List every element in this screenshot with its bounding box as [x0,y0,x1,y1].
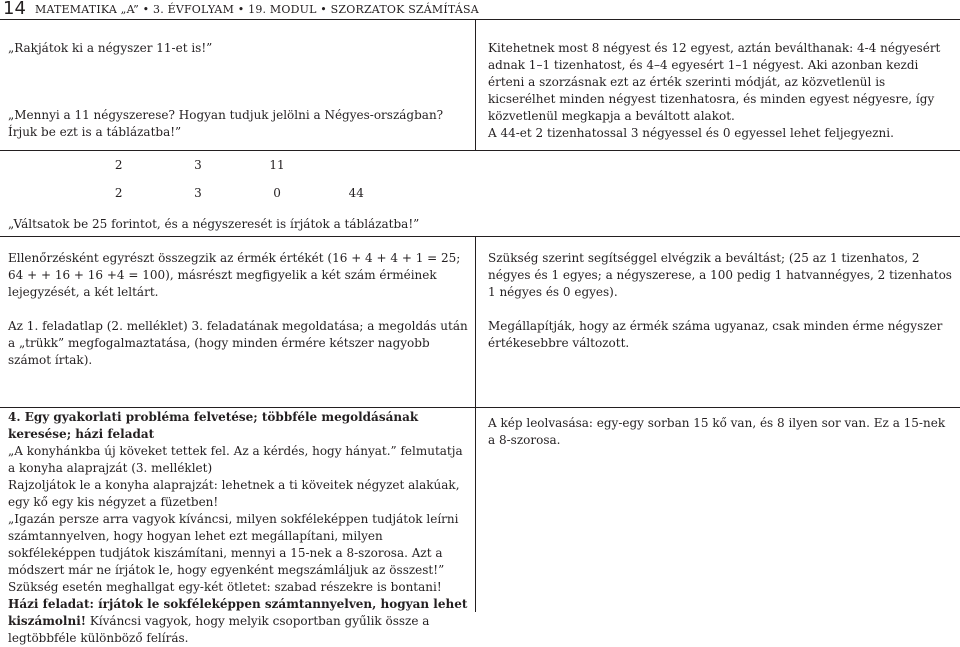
table-row [0,151,475,179]
column-divider [475,236,476,612]
section-rule [0,236,960,237]
column-divider [475,19,476,150]
table-cell [396,179,475,207]
table-cell: 2 [114,158,123,172]
instruction-text: Az 1. feladatlap (2. melléklet) 3. feladatának megoldatása; a megoldás után a „trükk” megfogalmaztatása, (hogy minden érmére kétszer nagyobb számot írtak). [8,319,468,367]
page-header [0,0,960,20]
instruction-text: Rajzoljátok le a konyha alaprajzát: lehetnek a ti köveitek négyzet alakúak, egy kő egy kis négyzet a füzetben! [8,478,460,509]
table-cell [317,151,396,179]
table-cell: 3 [194,158,202,172]
section-heading: 4. Egy gyakorlati probléma felvetése; többféle megoldásának keresése; házi feladat [8,410,419,441]
header-rule [0,19,960,20]
instruction-text: Ellenőrzésként egyrészt összegzik az érmék értékét (16 + 4 + 4 + 1 = 25; 64 + + 16 + 16 +4 = 100), másrészt megfigyelik a két szám érméinek lejegyzését, a két leltárt. [8,251,461,299]
instruction-block [8,250,470,369]
task-block [8,409,470,647]
commentary-text: Kitehetnek most 8 négyest és 12 egyest, aztán beválthanak: 4-4 négyesért adnak 1–1 tizenhatost, és 4–4 egyesért 1–1 négyest. Aki azonban kezdi érteni a szorzásnak ezt az érték szerinti módját, az közvetlenül is kicserélhet minden négyest tizenhatosra, és minden egyest négyesre, így közvetlenül megkapja a beváltott alakot. [488,41,941,123]
commentary-text: Szükség szerint segítséggel elvégzik a beváltást; (25 az 1 tizenhatos, 2 négyes és 1 egyes; a négyszerese, a 100 pedig 1 hatvannégyes, 2 tizenhatos 1 négyes és 0 egyes). [488,251,952,299]
commentary-text: A kép leolvasása: egy-egy sorban 15 kő van, és 8 ilyen sor van. Ez a 15-nek a 8-szorosa. [488,416,946,447]
homework-text [8,596,470,647]
commentary-block [488,250,952,352]
table-cell: 3 [194,186,202,200]
instruction-text: Szükség esetén meghallgat egy-két ötletet: szabad részekre is bontani! [8,580,442,594]
instruction-text: „Rakjátok ki a négyszer 11-et is!” [8,41,213,55]
instruction-text: „Váltsatok be 25 forintot, és a négyszeresét is írjátok a táblázatba!” [8,217,420,231]
page-number: 14 [3,0,26,19]
table-row [0,179,475,207]
table-cell: 44 [348,186,364,200]
commentary-text: A 44-et 2 tizenhatossal 3 négyessel és 0 egyessel lehet feljegyezni. [488,126,894,140]
place-value-table [0,151,475,207]
instruction-text: „A konyhánkba új köveket tettek fel. Az a kérdés, hogy hányat.” felmutatja a konyha alaprajzát (3. melléklet) [8,444,463,475]
commentary-text: Megállapítják, hogy az érmék száma ugyanaz, csak minden érme négyszer értékesebbre változott. [488,319,943,350]
table-cell: 2 [114,186,123,200]
instruction-text: „Igazán persze arra vagyok kíváncsi, milyen sokféleképpen tudjátok leírni számtannyelven, hogy hogyan lehet ezt megállapítani, milyen sokféleképpen tudjátok kiszámítani, mennyi a 15-nek a 8-szorosa. Azt a módszert már ne írjátok le, hogy egyenként megszámláljuk az összest!” [8,512,459,577]
commentary-block [488,40,952,142]
table-cell: 11 [269,158,285,172]
table-cell [396,151,475,179]
table-cell [0,151,79,179]
instruction-text: „Mennyi a 11 négyszerese? Hogyan tudjuk jelölni a Négyes-országban? Írjuk be ezt is a táblázatba!” [8,108,444,139]
homework-rest: Kíváncsi vagyok, hogy melyik csoportban gyűlik össze a legtöbbféle különböző felírás. [8,614,430,645]
running-title: MATEMATIKA „A” • 3. ÉVFOLYAM • 19. MODUL • SZORZATOK SZÁMÍTÁSA [35,3,479,16]
section-rule [0,407,960,408]
table-cell [0,179,79,207]
homework-label: Házi feladat: írjátok le sokféleképpen számtannyelven, hogyan lehet kiszámolni! [8,597,468,628]
table-cell: 0 [273,186,281,200]
